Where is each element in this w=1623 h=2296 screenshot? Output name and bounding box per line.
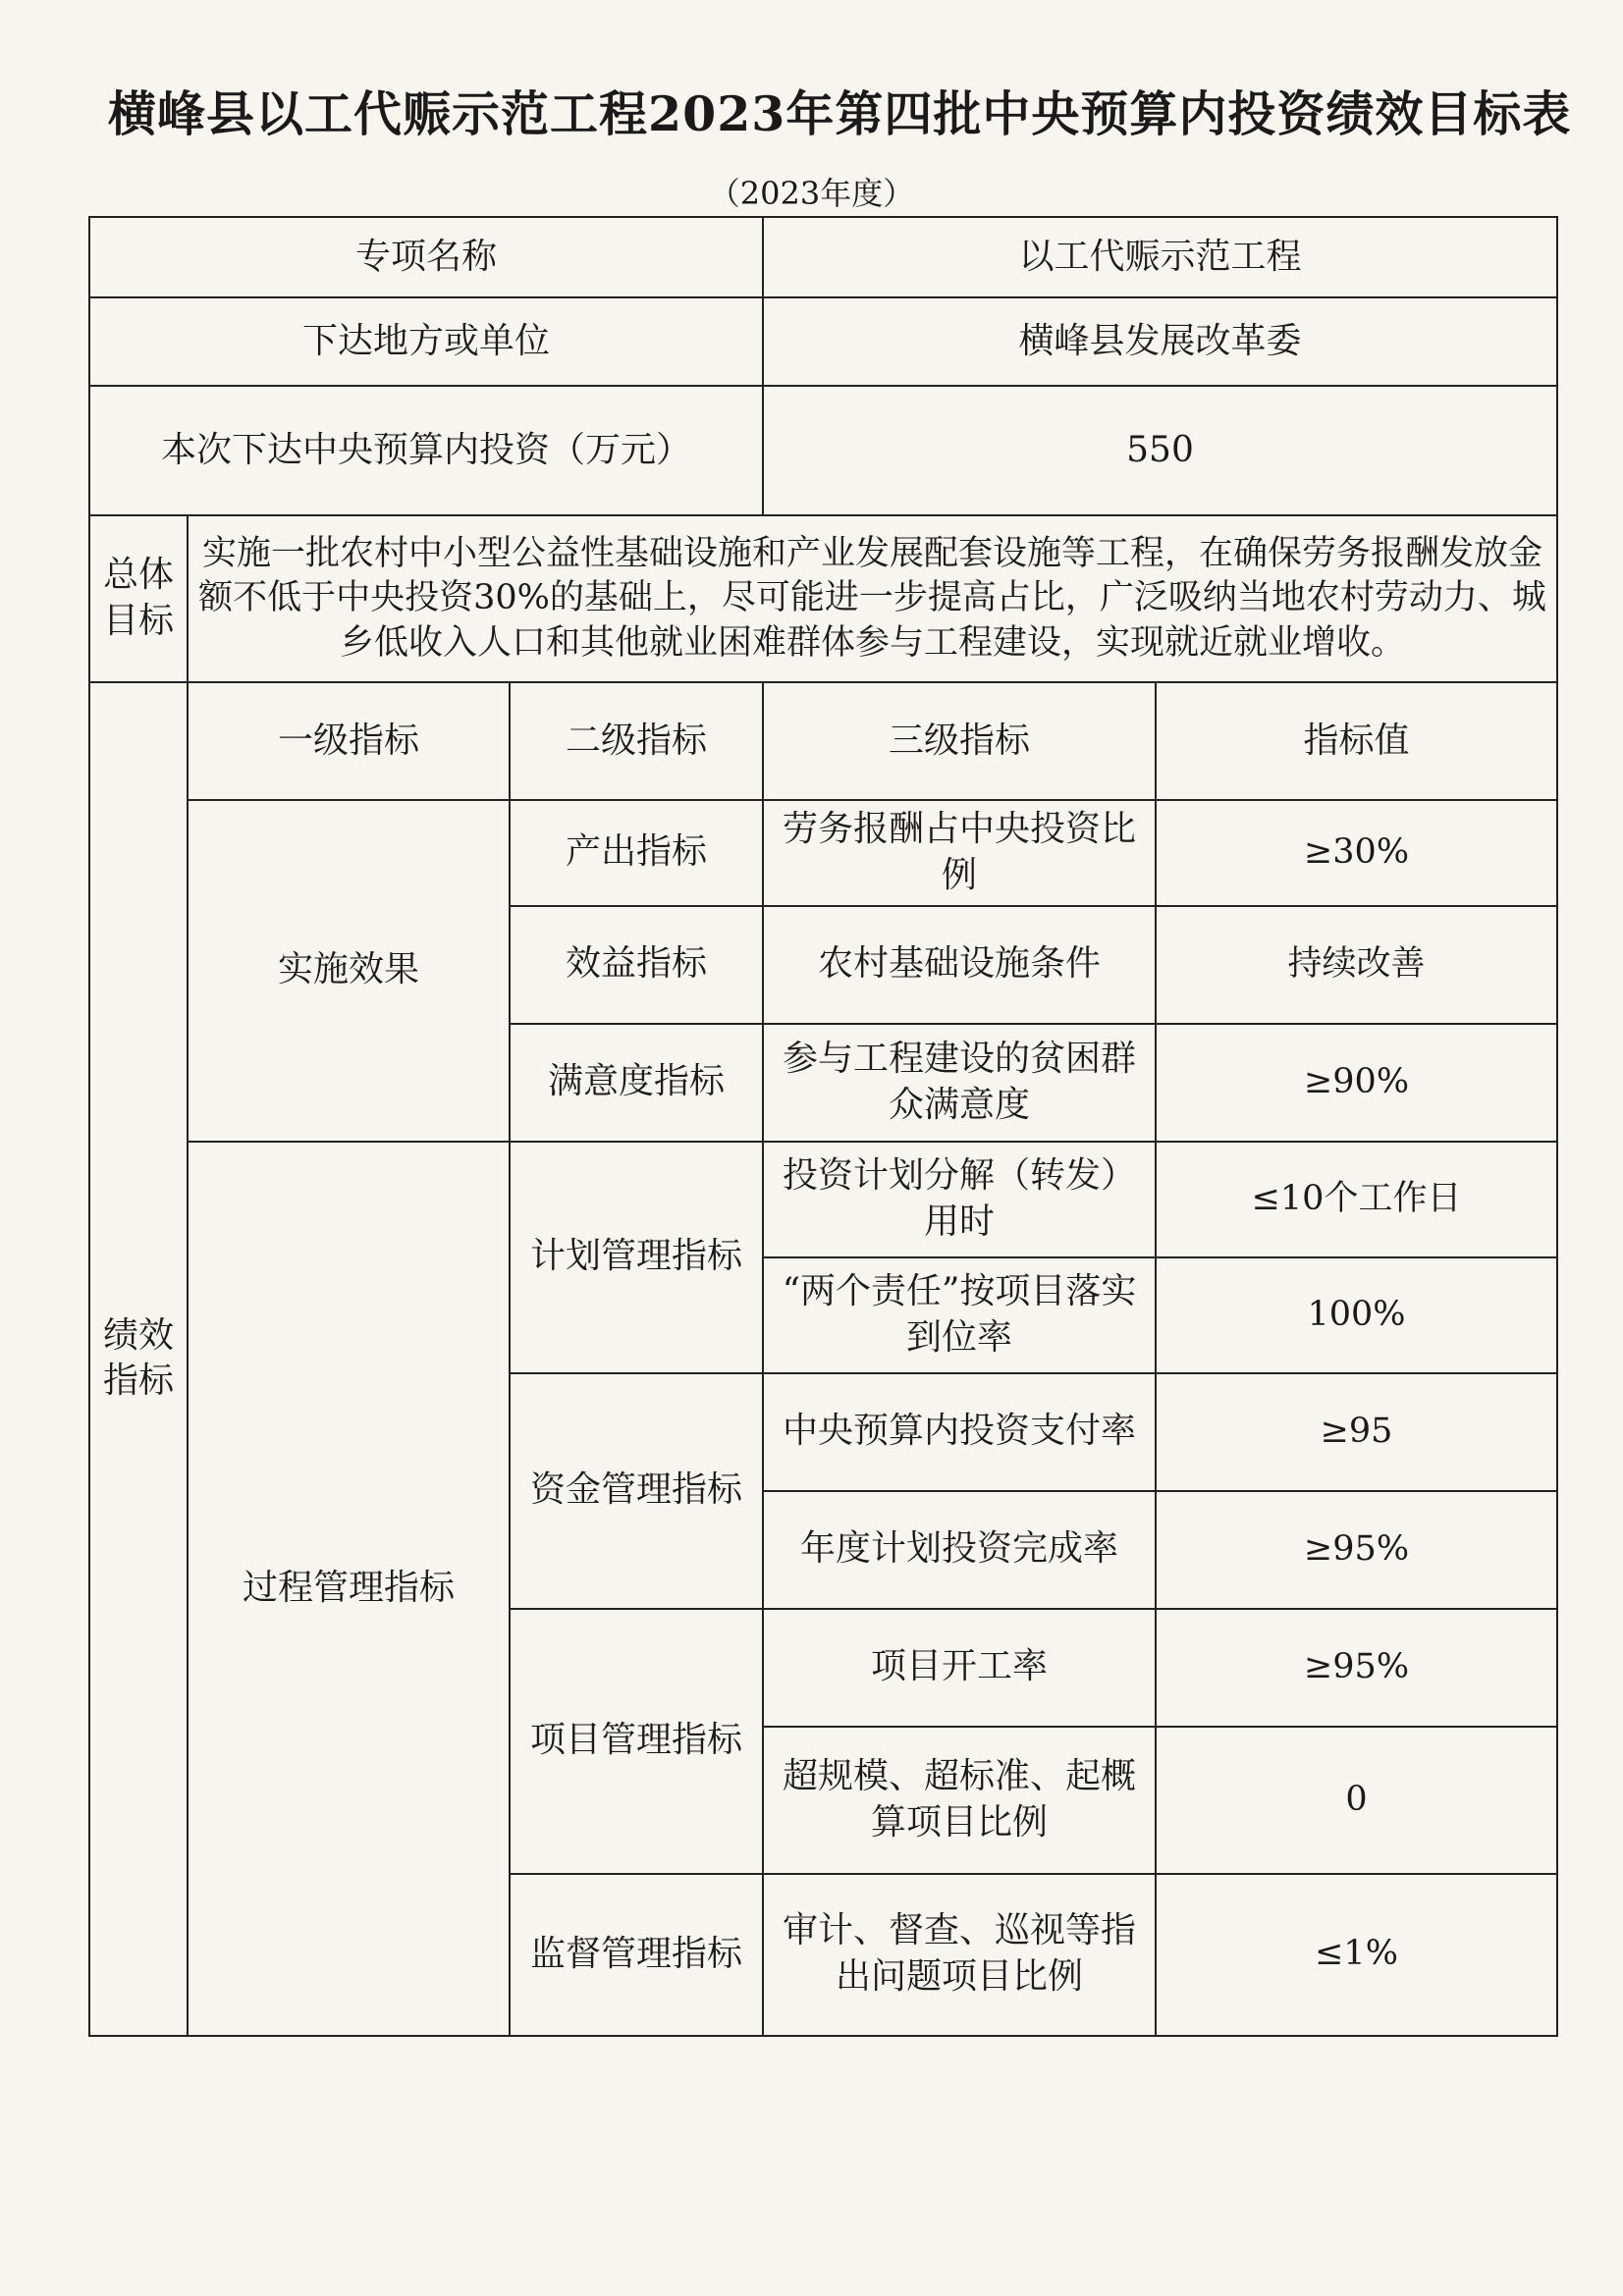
value-cell: ≥95 [1156, 1373, 1557, 1491]
header-value: 指标值 [1156, 682, 1557, 800]
level3-cell: 参与工程建设的贫困群众满意度 [763, 1024, 1156, 1142]
level3-cell: 超规模、超标准、起概算项目比例 [763, 1727, 1156, 1874]
level3-cell: 年度计划投资完成率 [763, 1491, 1156, 1609]
value-cell: ≤1% [1156, 1874, 1557, 2036]
investment-value: 550 [763, 386, 1557, 515]
goal-label: 总体目标 [89, 515, 188, 682]
value-cell: ≥95% [1156, 1609, 1557, 1727]
level2-cell: 资金管理指标 [510, 1373, 763, 1609]
project-name-label: 专项名称 [89, 217, 763, 297]
document-title: 横峰县以工代赈示范工程2023年第四批中央预算内投资绩效目标表 [108, 85, 1572, 142]
level3-cell: 投资计划分解（转发）用时 [763, 1142, 1156, 1257]
value-cell: ≥90% [1156, 1024, 1557, 1142]
header-level3: 三级指标 [763, 682, 1156, 800]
level3-cell: 劳务报酬占中央投资比例 [763, 800, 1156, 906]
level3-cell: 农村基础设施条件 [763, 906, 1156, 1024]
level2-cell: 计划管理指标 [510, 1142, 763, 1373]
value-cell: ≥30% [1156, 800, 1557, 906]
level2-cell: 满意度指标 [510, 1024, 763, 1142]
table-row [89, 1142, 1557, 1257]
table-row [89, 682, 1557, 800]
level3-cell: 中央预算内投资支付率 [763, 1373, 1156, 1491]
document-year: （2023年度） [708, 175, 915, 212]
level1-cell: 过程管理指标 [188, 1142, 510, 2036]
level2-cell: 监督管理指标 [510, 1874, 763, 2036]
goal-text: 实施一批农村中小型公益性基础设施和产业发展配套设施等工程，在确保劳务报酬发放金额不低于中央投资30%的基础上，尽可能进一步提高占比，广泛吸纳当地农村劳动力、城乡低收入人口和其他就业困难群体参与工程建设，实现就近就业增收。 [188, 515, 1557, 682]
unit-label: 下达地方或单位 [89, 297, 763, 386]
table-row [89, 297, 1557, 386]
value-cell: ≥95% [1156, 1491, 1557, 1609]
value-cell: ≤10个工作日 [1156, 1142, 1557, 1257]
level1-cell: 实施效果 [188, 800, 510, 1142]
value-cell: 0 [1156, 1727, 1557, 1874]
level2-cell: 项目管理指标 [510, 1609, 763, 1874]
project-name-value: 以工代赈示范工程 [763, 217, 1557, 297]
table-row [89, 386, 1557, 515]
header-level2: 二级指标 [510, 682, 763, 800]
investment-label: 本次下达中央预算内投资（万元） [89, 386, 763, 515]
metrics-section-label: 绩效指标 [89, 682, 188, 2036]
table-row [89, 800, 1557, 906]
value-cell: 持续改善 [1156, 906, 1557, 1024]
level3-cell: 项目开工率 [763, 1609, 1156, 1727]
level2-cell: 效益指标 [510, 906, 763, 1024]
table-row [89, 515, 1557, 682]
level2-cell: 产出指标 [510, 800, 763, 906]
value-cell: 100% [1156, 1257, 1557, 1373]
table-row [89, 217, 1557, 297]
unit-value: 横峰县发展改革委 [763, 297, 1557, 386]
performance-target-table [88, 216, 1558, 2037]
header-level1: 一级指标 [188, 682, 510, 800]
level3-cell: “两个责任”按项目落实到位率 [763, 1257, 1156, 1373]
level3-cell: 审计、督查、巡视等指出问题项目比例 [763, 1874, 1156, 2036]
